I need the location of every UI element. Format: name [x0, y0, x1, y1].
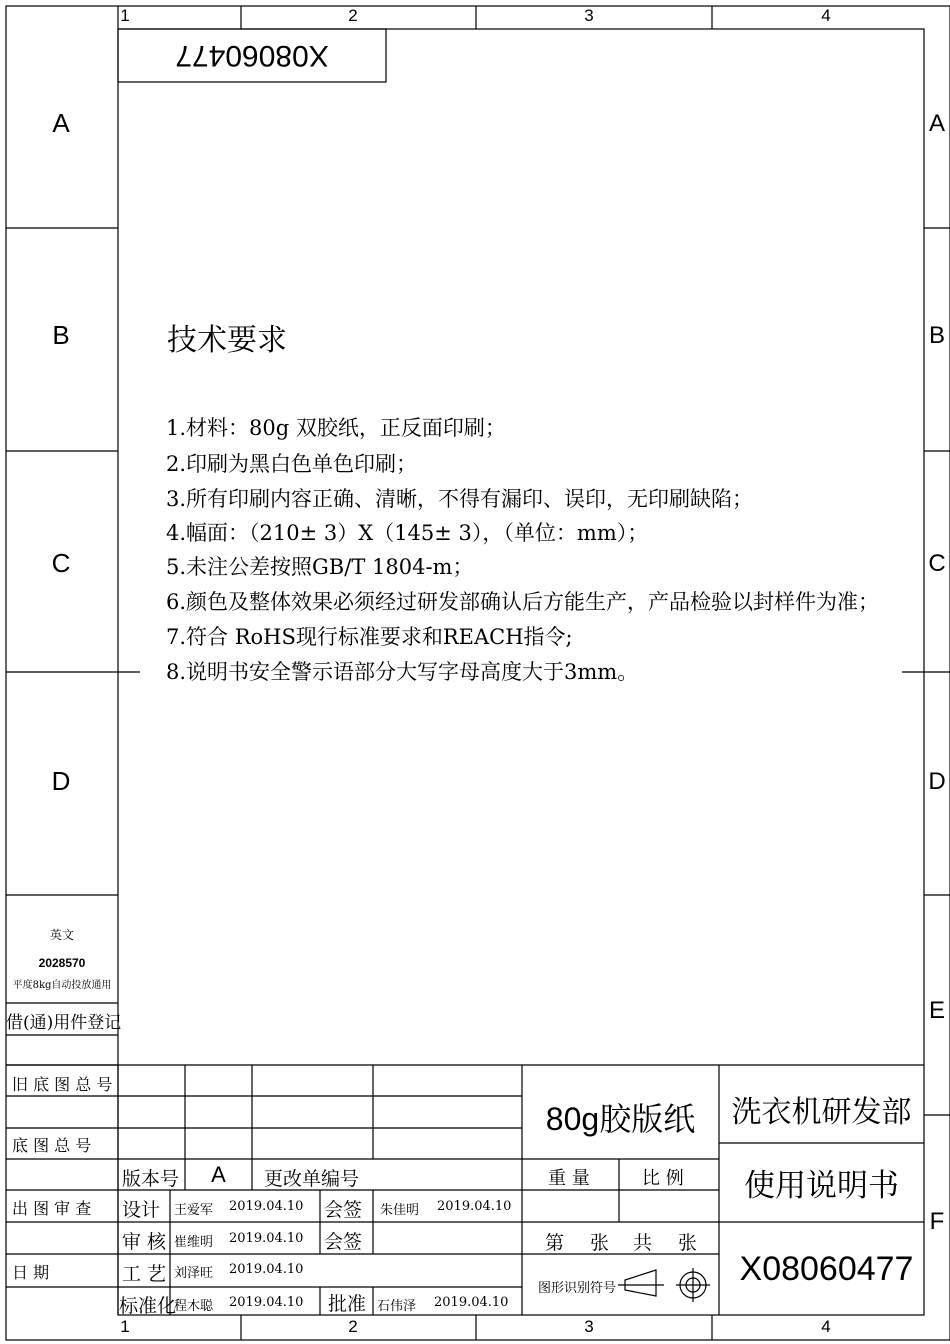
drawing-number: X08060477 — [739, 1250, 914, 1288]
row-label-d-right: D — [928, 768, 946, 795]
row-label-c-left: C — [51, 548, 71, 578]
date-label: 日 期 — [12, 1263, 50, 1282]
process-date: 2019.04.10 — [229, 1262, 304, 1277]
tech-requirement-item: 5.未注公差按照GB/T 1804-m； — [166, 555, 474, 579]
column-label-1-bottom: 1 — [120, 1317, 130, 1336]
review-person: 崔维明 — [174, 1235, 214, 1250]
stamp-language: 英文 — [49, 928, 74, 942]
review-date: 2019.04.10 — [229, 1231, 304, 1246]
row-label-d-left: D — [51, 766, 71, 796]
row-label-c-right: C — [928, 550, 946, 577]
countersign-person: 朱佳明 — [380, 1203, 420, 1218]
sheet-total-label: 共 — [633, 1232, 653, 1254]
standardization-person: 程木聪 — [174, 1299, 214, 1314]
drawing-number-mirrored: X08060477 — [175, 39, 329, 72]
countersign-label-2: 会签 — [324, 1231, 363, 1253]
row-label-b-left: B — [52, 320, 70, 350]
tech-requirement-item: 2.印刷为黑白色单色印刷； — [166, 452, 418, 476]
column-label-1-top: 1 — [120, 6, 130, 25]
stamp-model: 平度8kg自动投放通用 — [12, 980, 112, 991]
countersign-date: 2019.04.10 — [437, 1199, 512, 1214]
countersign-label: 会签 — [324, 1199, 363, 1221]
old-base-number-label: 旧 底 图 总 号 — [12, 1075, 113, 1094]
material-name: 80g胶版纸 — [545, 1101, 696, 1137]
column-label-4-bottom: 4 — [821, 1317, 831, 1336]
base-number-label: 底 图 总 号 — [12, 1136, 92, 1155]
change-number-label: 更改单编号 — [264, 1168, 360, 1190]
tech-requirement-item: 1.材料：80g 双胶纸，正反面印刷； — [166, 416, 506, 440]
approve-date: 2019.04.10 — [434, 1295, 509, 1310]
tech-requirement-item: 3.所有印刷内容正确、清晰，不得有漏印、误印，无印刷缺陷； — [166, 487, 754, 511]
role-design: 设计 — [122, 1199, 161, 1221]
sheet-total-unit-label: 张 — [678, 1232, 698, 1254]
tech-requirement-item: 4.幅面：（210± 3）X（145± 3），（单位：mm）； — [166, 521, 649, 545]
column-label-3-top: 3 — [584, 6, 594, 25]
column-label-2-top: 2 — [348, 6, 358, 25]
column-label-2-bottom: 2 — [348, 1317, 358, 1336]
column-label-4-top: 4 — [821, 6, 831, 25]
design-person: 王爱军 — [174, 1203, 214, 1218]
version-label: 版本号 — [122, 1168, 180, 1190]
row-label-f-right: F — [929, 1208, 945, 1235]
stamp-code: 2028570 — [38, 956, 86, 970]
department-name: 洗衣机研发部 — [731, 1095, 912, 1130]
tech-requirements-title: 技术要求 — [167, 323, 287, 358]
tech-requirement-item: 8.说明书安全警示语部分大写字母高度大于3mm。 — [166, 660, 639, 684]
review-label: 出 图 审 查 — [12, 1199, 92, 1218]
scale-label: 比 例 — [642, 1168, 684, 1189]
row-label-a-left: A — [52, 108, 70, 138]
standardization-date: 2019.04.10 — [229, 1295, 304, 1310]
row-label-e-right: E — [928, 997, 945, 1024]
row-label-a-right: A — [928, 110, 945, 137]
role-standardization: 标准化 — [119, 1295, 177, 1317]
stamp-register-label: 借(通)用件登记 — [6, 1013, 122, 1033]
approve-person: 石伟泽 — [377, 1299, 417, 1314]
process-person: 刘泽旺 — [174, 1266, 214, 1281]
sheet-unit-label: 张 — [590, 1232, 610, 1254]
role-review: 审 核 — [122, 1231, 167, 1253]
projection-symbol-label: 图形识别符号 — [538, 1281, 617, 1296]
tech-requirement-item: 7.符合 RoHS现行标准要求和REACH指令; — [166, 625, 573, 649]
row-label-b-right: B — [928, 322, 945, 349]
tech-requirement-item: 6.颜色及整体效果必须经过研发部确认后方能生产，产品检验以封样件为准； — [166, 590, 880, 614]
role-process: 工 艺 — [122, 1263, 167, 1285]
column-label-3-bottom: 3 — [584, 1317, 594, 1336]
version-value: A — [211, 1162, 226, 1187]
design-date: 2019.04.10 — [229, 1199, 304, 1214]
approve-label: 批准 — [328, 1293, 367, 1315]
weight-label: 重 量 — [548, 1168, 590, 1189]
document-name: 使用说明书 — [744, 1168, 899, 1204]
sheet-no-label: 第 — [545, 1232, 565, 1254]
projection-symbol — [618, 1268, 710, 1302]
